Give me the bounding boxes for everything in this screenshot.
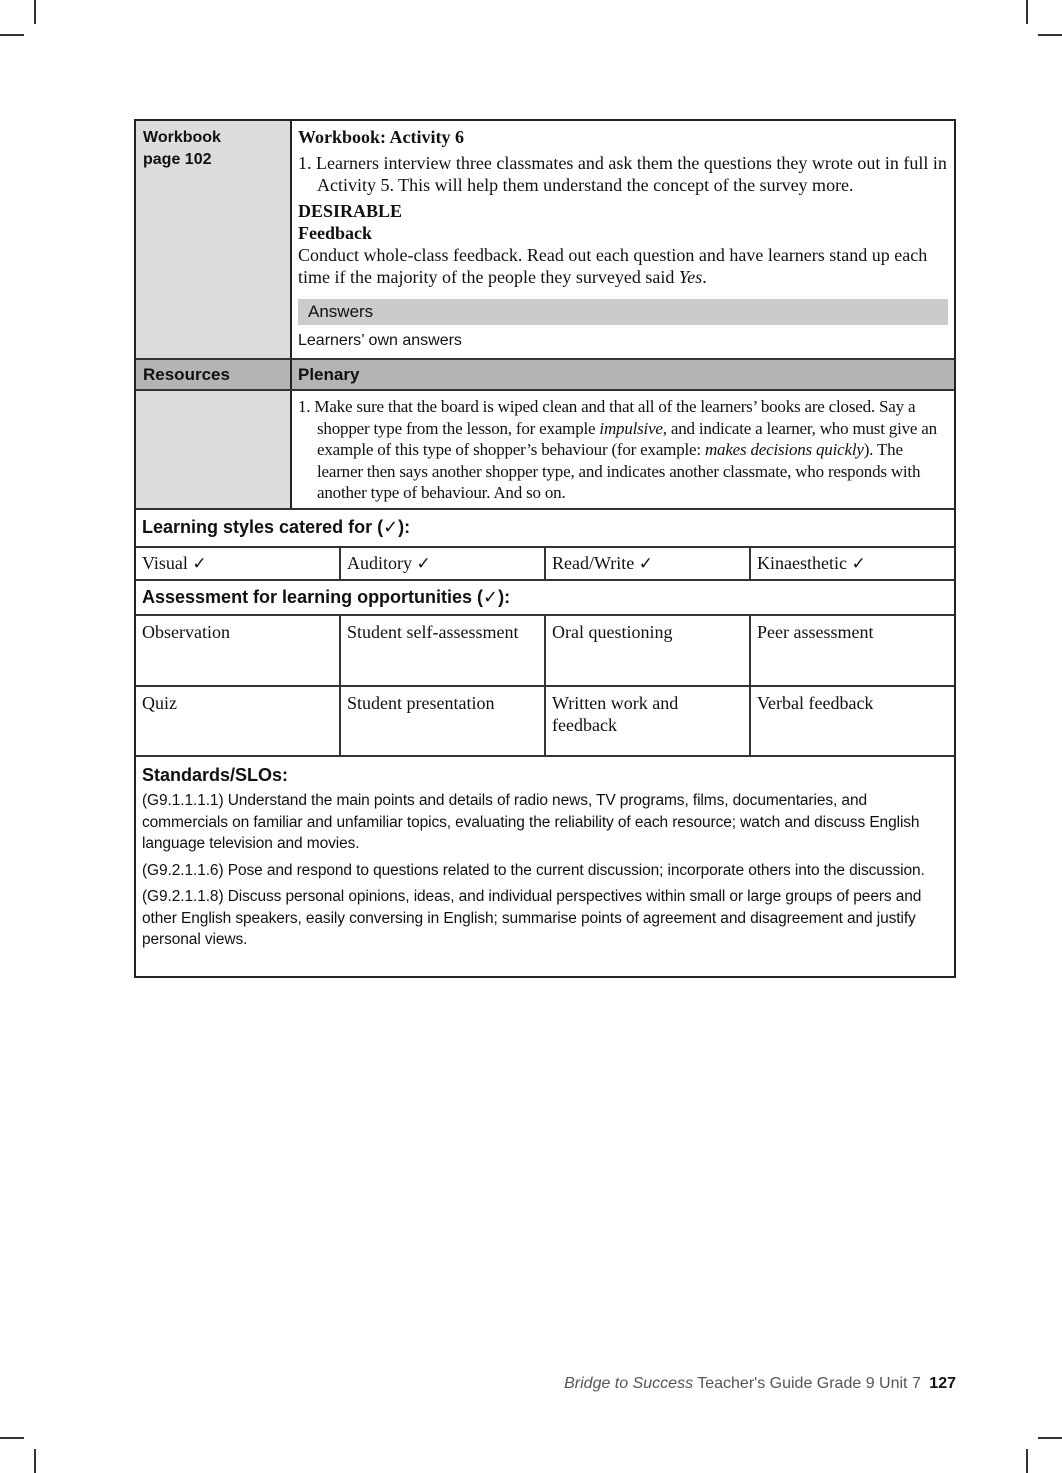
crop-mark-bottom-left-vertical xyxy=(34,1449,36,1473)
answers-text: Learners’ own answers xyxy=(298,332,462,349)
feedback-text-end: . xyxy=(702,267,707,287)
standard-item: (G9.2.1.1.6) Pose and respond to questions related to the current discussion; incorporate others into the discussion. xyxy=(142,861,925,879)
assessment-cell: Student presentation xyxy=(341,687,546,755)
assessment-cell: Oral questioning xyxy=(546,616,751,685)
assessment-cell: Verbal feedback xyxy=(757,693,874,713)
assessment-header-row xyxy=(136,581,954,616)
learning-styles-header: Learning styles catered for (✓): xyxy=(142,517,411,537)
assessment-row-1 xyxy=(136,616,954,687)
plenary-header: Plenary xyxy=(298,365,360,384)
standards-section xyxy=(136,757,954,976)
crop-mark-bottom-right-horizontal xyxy=(1038,1437,1062,1439)
feedback-text-italic: Yes xyxy=(678,267,703,287)
learning-style-read-write xyxy=(546,548,751,579)
resources-cell xyxy=(136,391,292,508)
feedback-heading: Feedback xyxy=(298,223,372,243)
workbook-label: Workbook xyxy=(143,129,221,146)
item-number: 1. xyxy=(298,153,312,173)
assessment-row-2 xyxy=(136,687,954,757)
assessment-cell: Observation xyxy=(136,616,341,685)
plenary-content xyxy=(292,391,954,508)
plenary-header-row xyxy=(136,360,954,391)
crop-mark-top-left-horizontal xyxy=(0,34,24,36)
assessment-cell: Student self-assessment xyxy=(341,616,546,685)
style-label: Auditory xyxy=(347,553,412,573)
assessment-header: Assessment for learning opportunities (✓): xyxy=(142,587,511,607)
crop-mark-bottom-right-vertical xyxy=(1026,1449,1028,1473)
page-number: 127 xyxy=(929,1375,956,1392)
learning-style-kinaesthetic xyxy=(751,548,954,579)
workbook-page-label xyxy=(136,121,292,358)
crop-mark-top-right-horizontal xyxy=(1038,34,1062,36)
learning-style-visual xyxy=(136,548,341,579)
item-number: 1. xyxy=(298,397,311,416)
check-icon: ✓ xyxy=(192,554,207,574)
answers-header: Answers xyxy=(298,299,948,325)
assessment-cell: Peer assessment xyxy=(757,622,874,642)
activity-title: Workbook: Activity 6 xyxy=(298,127,465,147)
resources-header: Resources xyxy=(136,360,292,389)
workbook-activity-content xyxy=(292,121,954,358)
feedback-text xyxy=(298,244,948,288)
lesson-plan-table xyxy=(134,119,956,978)
learning-styles-header-row xyxy=(136,510,954,548)
crop-mark-top-right-vertical xyxy=(1026,0,1028,24)
assessment-cell: Written work and feedback xyxy=(546,687,751,755)
standard-item: (G9.2.1.1.8) Discuss personal opinions, ideas, and individual perspectives within small or large groups of peers and other English speakers, easily conversing in English; summarise points of agreement and disagreement and justify personal views. xyxy=(142,888,922,948)
plenary-body-row xyxy=(136,391,954,510)
standard-item: (G9.1.1.1.1) Understand the main points and details of radio news, TV programs, films, documentaries, and commercials on familiar and unfamiliar topics, evaluating the reliability of each resource; watch and discuss English language television and movies. xyxy=(142,792,920,852)
page-footer xyxy=(564,1375,956,1393)
style-label: Read/Write xyxy=(552,553,635,573)
learning-styles-row xyxy=(136,548,954,581)
plenary-text-3: ). The learner then says another shopper type, and indicates another classmate, who responds with another type of behaviour. And so on. xyxy=(317,440,921,503)
workbook-row xyxy=(136,121,954,360)
check-icon: ✓ xyxy=(638,554,653,574)
feedback-text-main: Conduct whole-class feedback. Read out each question and have learners stand up each time if the majority of the people they surveyed said xyxy=(298,245,928,287)
plenary-italic-1: impulsive xyxy=(599,418,663,438)
page-label: page 102 xyxy=(143,151,212,168)
assessment-cell: Quiz xyxy=(136,687,341,755)
activity-item xyxy=(298,152,948,196)
book-title: Bridge to Success xyxy=(564,1375,694,1392)
plenary-text-2: , and indicate a learner, who must give an example of this type of shopper’s behaviour (for example: xyxy=(317,418,937,460)
level-label: DESIRABLE xyxy=(298,201,403,221)
style-label: Visual xyxy=(142,553,188,573)
learning-style-auditory xyxy=(341,548,546,579)
check-icon: ✓ xyxy=(851,554,866,574)
crop-mark-bottom-left-horizontal xyxy=(0,1437,24,1439)
check-icon: ✓ xyxy=(416,554,431,574)
item-text: Learners interview three classmates and ask them the questions they wrote out in full in Activity 5. This will help them understand the concept of the survey more. xyxy=(316,153,947,195)
style-label: Kinaesthetic xyxy=(757,553,847,573)
plenary-text-1: Make sure that the board is wiped clean and that all of the learners’ books are closed. Say a shopper type from the lesson, for example xyxy=(314,397,916,438)
plenary-italic-2: makes decisions quickly xyxy=(704,440,864,460)
footer-subtitle: Teacher's Guide Grade 9 Unit 7 xyxy=(697,1375,921,1392)
crop-mark-top-left-vertical xyxy=(34,0,36,24)
plenary-item xyxy=(298,396,948,504)
standards-header: Standards/SLOs: xyxy=(142,765,289,785)
